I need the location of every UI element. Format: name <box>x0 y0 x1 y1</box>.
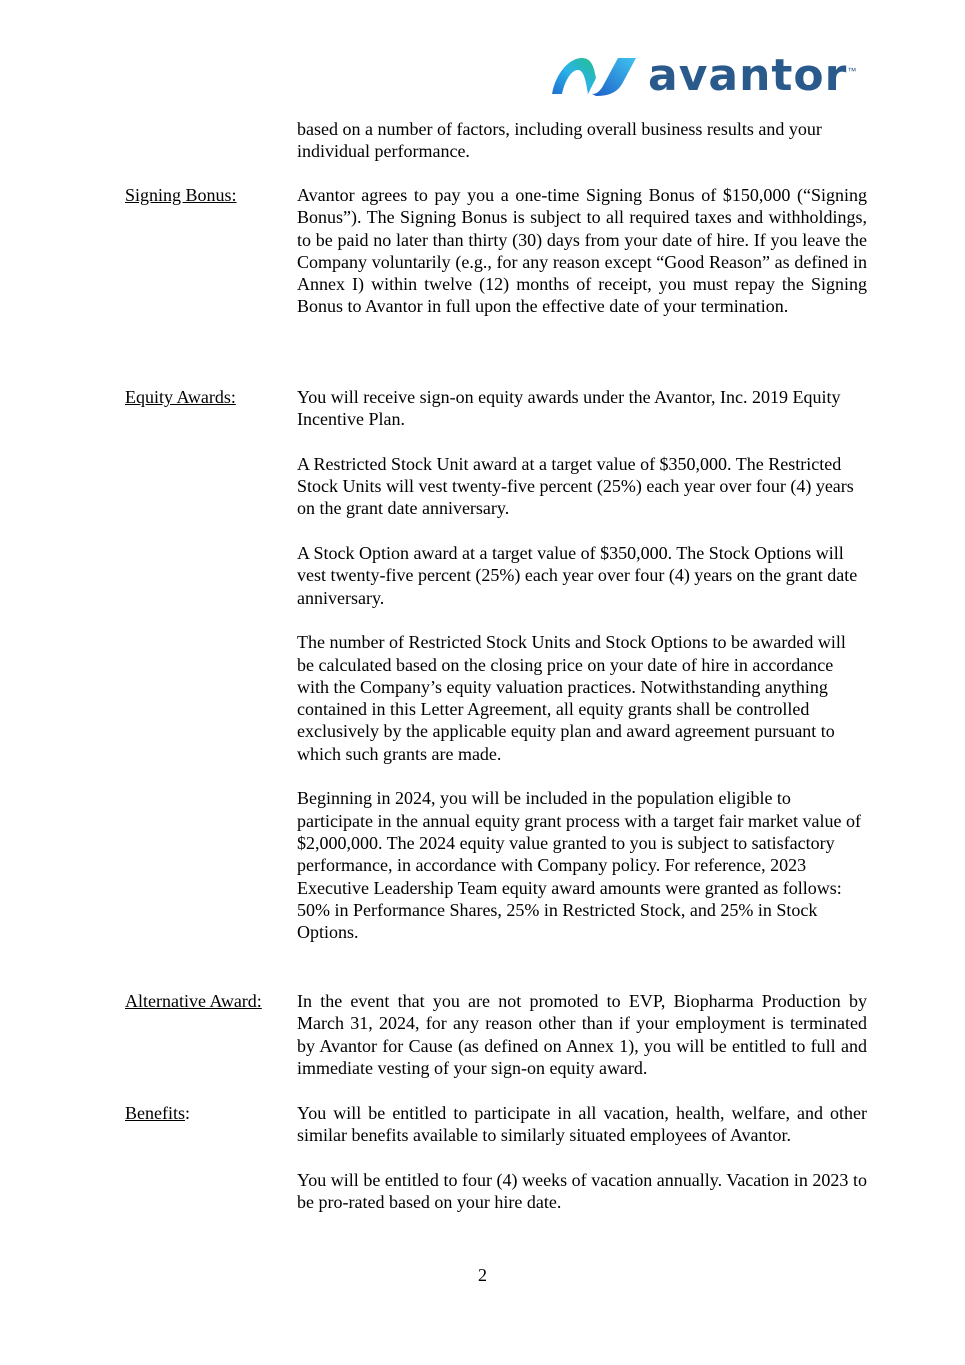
paragraph: The number of Restricted Stock Units and Stock Options to be awarded will be calculated based on the closing price on your date of hire in accordance with the Company’s equity valuation practices. Notwithstanding anything contained in this Letter Agreement, all equity grants shall be controlled exclusively by the applicable equity plan and award agreement pursuant to which such grants are made. <box>297 632 846 764</box>
paragraph: based on a number of factors, including overall business results and your individual performance. <box>297 119 822 162</box>
label-text: Benefits <box>125 1103 185 1123</box>
section-label-benefits <box>125 1102 190 1124</box>
paragraph: Avantor agrees to pay you a one-time Signing Bonus of $150,000 (“Signing Bonus”). The Signing Bonus is subject to all required taxes and withholdings, to be paid no later than thirty (30) days from your date of hire. If you leave the Company voluntarily (e.g., for any reason except “Good Reason” as defined in Annex I) within twelve (12) months of receipt, you must repay the Signing Bonus to Avantor in full upon the effective date of your termination. <box>297 185 867 317</box>
avantor-wave-icon <box>548 54 640 98</box>
section-equity-awards <box>297 386 867 966</box>
paragraph: You will be entitled to participate in all vacation, health, welfare, and other similar benefits available to similarly situated employees of Avantor. <box>297 1103 867 1146</box>
paragraph: You will receive sign-on equity awards under the Avantor, Inc. 2019 Equity Incentive Plan. <box>297 387 841 430</box>
avantor-logo <box>548 50 857 101</box>
trademark: ™ <box>847 66 857 76</box>
paragraph: You will be entitled to four (4) weeks of vacation annually. Vacation in 2023 to be pro-rated based on your hire date. <box>297 1169 867 1213</box>
page-number: 2 <box>478 1265 487 1285</box>
paragraph: A Stock Option award at a target value of $350,000. The Stock Options will vest twenty-five percent (25%) each year over four (4) years on the grant date anniversary. <box>297 543 858 608</box>
paragraph: In the event that you are not promoted to EVP, Biopharma Production by March 31, 2024, for any reason other than if your employment is terminated by Avantor for Cause (as defined on Annex 1), you will be entitled to full and immediate vesting of your sign-on equity award. <box>297 991 867 1078</box>
section-label-signing-bonus: Signing Bonus: <box>125 185 237 205</box>
section-signing-bonus <box>297 184 867 340</box>
section-alternative-award <box>297 990 867 1101</box>
continuation-paragraph <box>297 118 867 185</box>
section-benefits <box>297 1102 867 1236</box>
paragraph: Beginning in 2024, you will be included in the population eligible to participate in the annual equity grant process with a target fair market value of $2,000,000. The 2024 equity value granted to you is subject to satisfactory performance, in accordance with Company policy. For reference, 2023 Executive Leadership Team equity award amounts were granted as follows: 50% in Performance Shares, 25% in Restricted Stock, and 25% in Stock Options. <box>297 788 861 943</box>
section-label-alternative-award: Alternative Award: <box>125 991 262 1011</box>
logo-wordmark: avantor <box>648 50 848 101</box>
section-label-equity-awards: Equity Awards: <box>125 387 236 407</box>
paragraph: A Restricted Stock Unit award at a target value of $350,000. The Restricted Stock Units will vest twenty-five percent (25%) each year over four (4) years on the grant date anniversary. <box>297 453 854 519</box>
label-colon: : <box>185 1103 191 1123</box>
